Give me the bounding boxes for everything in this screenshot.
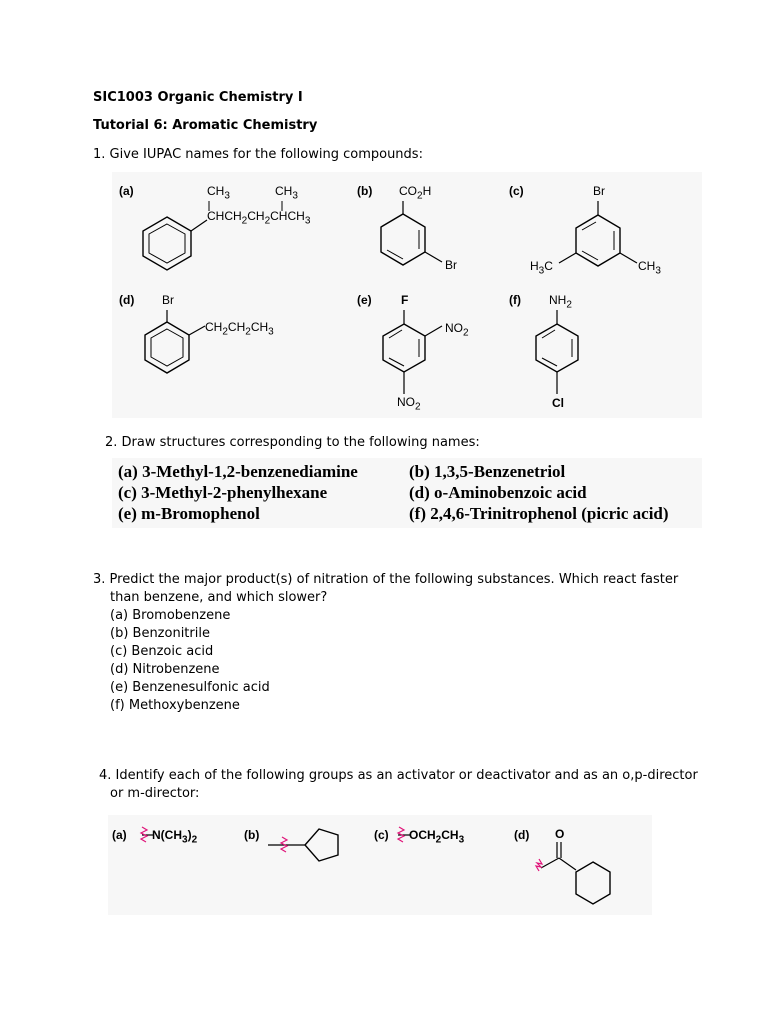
q1-c-left: $H_3C$: [530, 259, 553, 277]
q3-prompt-line1: 3. Predict the major product(s) of nitration of the following substances. Which react faster: [93, 572, 679, 587]
q1-c-top: Br: [593, 184, 605, 198]
q1-prompt: 1. Give IUPAC names for the following compounds:: [93, 147, 423, 162]
q1-f-structure: [112, 172, 702, 418]
q1-f-label: (f): [509, 293, 521, 307]
q1-a-sub1: $CH_3$: [207, 184, 230, 202]
q3-item: (c) Benzoic acid: [110, 644, 214, 659]
q2-item-e: (e) m-Bromophenol: [118, 504, 260, 523]
q1-d-top: Br: [162, 293, 174, 307]
q4-d-label: (d): [514, 828, 530, 842]
q1-e-top: F: [401, 293, 409, 307]
q4-prompt-line2: or m-director:: [110, 786, 200, 801]
q2-item-f: (f) 2,4,6-Trinitrophenol (picric acid): [409, 504, 669, 523]
tutorial-title: Tutorial 6: Aromatic Chemistry: [93, 118, 318, 133]
q1-f-top: $NH_2$: [549, 293, 572, 311]
q2-item-a: (a) 3-Methyl-1,2-benzenediamine: [118, 462, 358, 481]
q1-a-chain: $CHCH_2CH_2CHCH_3$: [207, 209, 311, 227]
q4-prompt-line1: 4. Identify each of the following groups as an activator or deactivator and as an o,p-director: [99, 768, 698, 783]
q1-a-sub2: $CH_3$: [275, 184, 298, 202]
q3-item: (e) Benzenesulfonic acid: [110, 680, 270, 695]
q1-d-label: (d): [119, 293, 135, 307]
course-title: SIC1003 Organic Chemistry I: [93, 90, 303, 105]
q1-c-right: $CH_3$: [638, 259, 661, 277]
q1-e-right: $NO_2$: [445, 321, 469, 339]
q1-f-bottom: Cl: [552, 396, 564, 410]
q3-item: (f) Methoxybenzene: [110, 698, 240, 713]
q4-d-structure: [108, 815, 652, 915]
q1-d-right: $CH_2CH_2CH_3$: [205, 320, 274, 338]
q3-item: (b) Benzonitrile: [110, 626, 210, 641]
q1-e-bottom: $NO_2$: [397, 395, 421, 413]
q2-names-panel: [112, 458, 702, 528]
q4-b-label: (b): [244, 828, 260, 842]
cyclohexane-ring: [576, 862, 610, 904]
q4-d-atom: O: [555, 827, 565, 841]
q1-b-top: $CO_2H$: [399, 184, 432, 202]
q1-e-label: (e): [357, 293, 372, 307]
q4-c-label: (c): [374, 828, 389, 842]
q3-prompt-line2: than benzene, and which slower?: [110, 590, 328, 605]
q1-b-label: (b): [357, 184, 373, 198]
q2-item-c: (c) 3-Methyl-2-phenylhexane: [118, 483, 328, 502]
q3-item: (a) Bromobenzene: [110, 608, 231, 623]
q4-c-group: $OCH_2CH_3$: [409, 828, 465, 846]
q3-list: [110, 607, 270, 715]
q4-a-label: (a): [112, 828, 127, 842]
q4-figure: [108, 815, 652, 915]
q2-item-d: (d) o-Aminobenzoic acid: [409, 483, 587, 502]
q1-figure: [112, 172, 702, 418]
q1-c-label: (c): [509, 184, 524, 198]
wavy-bond-icon: [536, 859, 542, 871]
q2-item-b: (b) 1,3,5-Benzenetriol: [409, 462, 566, 481]
q1-a-label: (a): [119, 184, 134, 198]
q2-prompt: 2. Draw structures corresponding to the following names:: [105, 435, 480, 450]
q4-a-group: $N(CH_3)_2$: [152, 828, 198, 846]
q1-b-bottom: Br: [445, 258, 457, 272]
q3-item: (d) Nitrobenzene: [110, 662, 220, 677]
